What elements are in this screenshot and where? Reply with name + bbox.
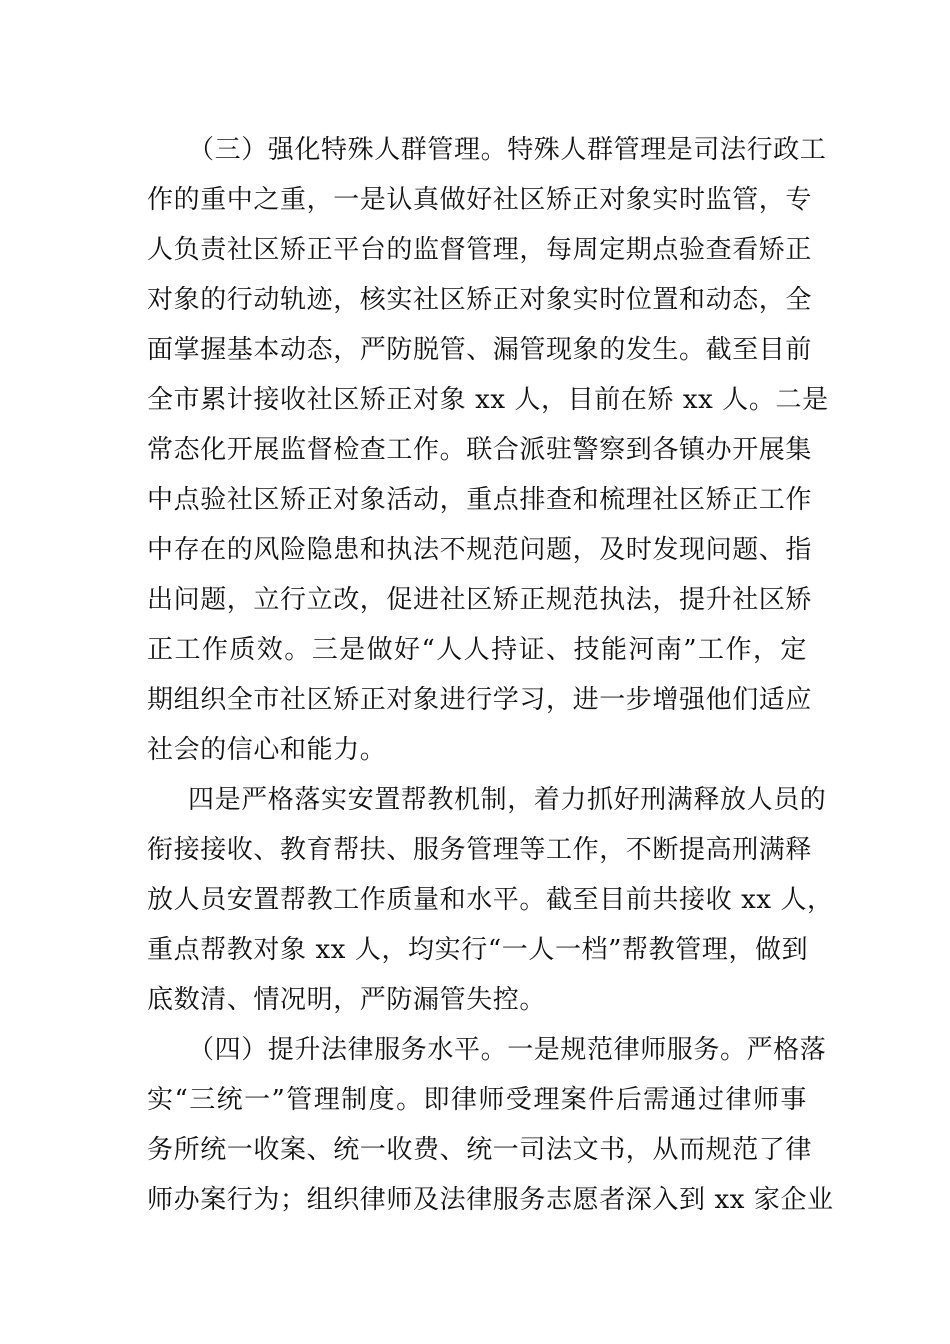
paragraph-line: 底数清、情况明，严防漏管失控。 — [147, 985, 547, 1015]
paragraph-line: 中存在的风险隐患和执法不规范问题，及时发现问题、指 — [147, 535, 813, 565]
paragraph-line: 期组织全市社区矫正对象进行学习，进一步增强他们适应 — [147, 685, 813, 715]
paragraph-line: 面掌握基本动态，严防脱管、漏管现象的发生。截至目前 — [147, 335, 813, 365]
paragraph-line: 社会的信心和能力。 — [147, 735, 387, 765]
paragraph-line: 出问题，立行立改，促进社区矫正规范执法，提升社区矫 — [147, 585, 813, 615]
paragraph-line: （三）强化特殊人群管理。特殊人群管理是司法行政工 — [188, 135, 827, 165]
paragraph-line: 全市累计接收社区矫正对象 xx 人，目前在矫 xx 人。二是 — [147, 385, 829, 415]
paragraph-line: 中点验社区矫正对象活动，重点排查和梳理社区矫正工作 — [147, 485, 813, 515]
paragraph-line: 四是严格落实安置帮教机制，着力抓好刑满释放人员的 — [188, 785, 827, 815]
paragraph-line: 正工作质效。三是做好“人人持证、技能河南”工作，定 — [147, 635, 807, 665]
paragraph-line: 放人员安置帮教工作质量和水平。截至目前共接收 xx 人， — [147, 885, 834, 915]
paragraph-line: 对象的行动轨迹，核实社区矫正对象实时位置和动态，全 — [147, 285, 813, 315]
paragraph-line: （四）提升法律服务水平。一是规范律师服务。严格落 — [188, 1035, 827, 1065]
paragraph-line: 师办案行为；组织律师及法律服务志愿者深入到 xx 家企业 — [147, 1185, 834, 1215]
paragraph-line: 人负责社区矫正平台的监督管理，每周定期点验查看矫正 — [147, 235, 813, 265]
paragraph-line: 务所统一收案、统一收费、统一司法文书，从而规范了律 — [147, 1135, 813, 1165]
paragraph-line: 常态化开展监督检查工作。联合派驻警察到各镇办开展集 — [147, 435, 813, 465]
paragraph-line: 实“三统一”管理制度。即律师受理案件后需通过律师事 — [147, 1085, 807, 1115]
paragraph-line: 作的重中之重，一是认真做好社区矫正对象实时监管，专 — [147, 185, 813, 215]
paragraph-line: 重点帮教对象 xx 人，均实行“一人一档”帮教管理，做到 — [147, 935, 809, 965]
paragraph-line: 衔接接收、教育帮扶、服务管理等工作，不断提高刑满释 — [147, 835, 813, 865]
